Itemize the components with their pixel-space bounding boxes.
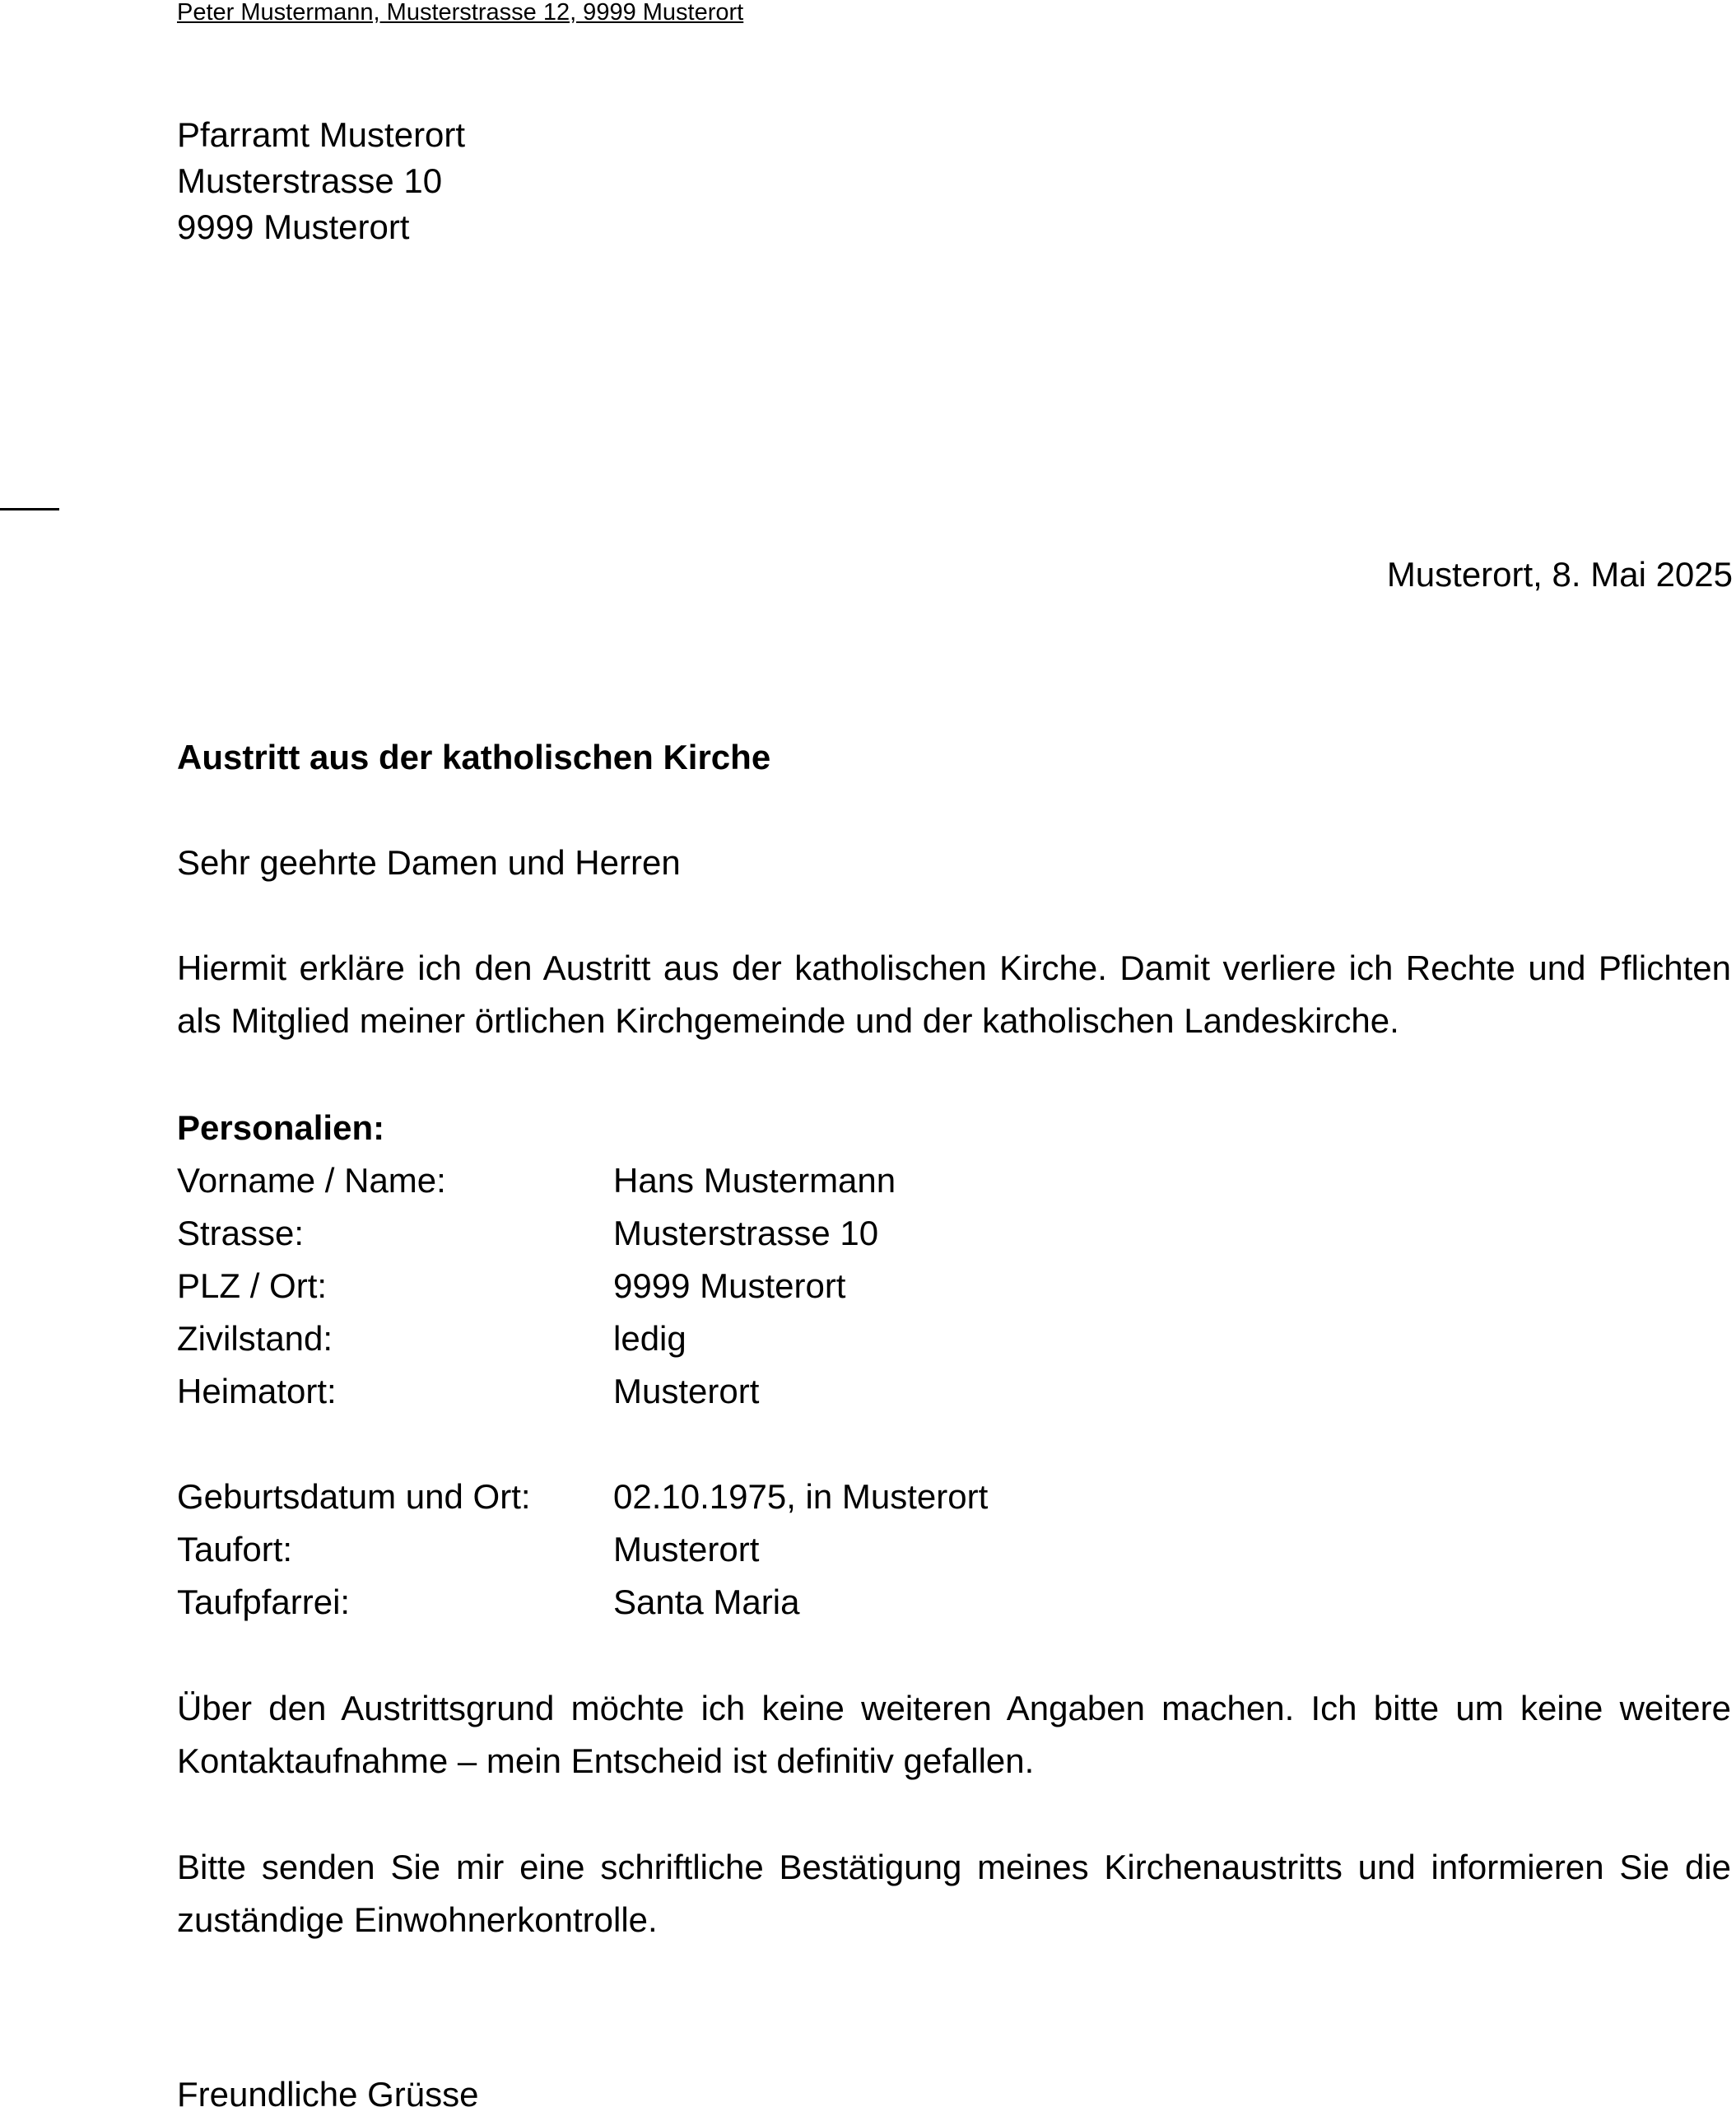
personalien-row: [177, 1154, 1731, 1207]
row-label: Taufpfarrei:: [177, 1583, 351, 1621]
row-label: Zivilstand:: [177, 1319, 333, 1358]
salutation: Sehr geehrte Damen und Herren: [177, 843, 681, 882]
personalien-row: [177, 1576, 1731, 1629]
recipient-name: Pfarramt Musterort: [177, 115, 466, 154]
personalien-row: [177, 1523, 1731, 1576]
personalien-row: [177, 1365, 1731, 1418]
row-value: Musterort: [613, 1530, 760, 1569]
row-value: Musterort: [613, 1372, 760, 1410]
personalien-row: [177, 1312, 1731, 1365]
personalien-table: [177, 1154, 1731, 1629]
fold-mark: [0, 508, 59, 510]
closing-greeting: Freundliche Grüsse: [177, 2075, 479, 2114]
personalien-row: [177, 1260, 1731, 1312]
row-value: 02.10.1975, in Musterort: [613, 1477, 989, 1516]
row-value: Hans Mustermann: [613, 1161, 896, 1200]
paragraph-declaration: Hiermit erkläre ich den Austritt aus der katholischen Kirche. Damit verliere ich Rechte und Pflichten als Mitglied meiner örtlichen Kirchgemeinde und der katholischen Landeskirche.: [177, 949, 1731, 1040]
row-label: Heimatort:: [177, 1372, 337, 1410]
row-value: 9999 Musterort: [613, 1266, 846, 1305]
personalien-row: [177, 1471, 1731, 1523]
row-label: Strasse:: [177, 1214, 305, 1252]
recipient-street: Musterstrasse 10: [177, 161, 443, 200]
row-spacer: [177, 1418, 1731, 1471]
recipient-address: [177, 112, 465, 250]
paragraph-reason: Über den Austrittsgrund möchte ich keine weiteren Angaben machen. Ich bitte um keine weitere Kontaktaufnahme – mein Entscheid ist definitiv gefallen.: [177, 1689, 1731, 1780]
sender-address-line: Peter Mustermann, Musterstrasse 12, 9999 Musterort: [177, 0, 744, 26]
row-value: Santa Maria: [613, 1583, 800, 1621]
letter-date: Musterort, 8. Mai 2025: [1386, 555, 1733, 594]
row-value: ledig: [613, 1319, 686, 1358]
row-value: Musterstrasse 10: [613, 1214, 879, 1252]
personalien-heading: Personalien:: [177, 1108, 385, 1147]
letter-subject: Austritt aus der katholischen Kirche: [177, 738, 771, 776]
paragraph-confirmation-request: Bitte senden Sie mir eine schriftliche Bestätigung meines Kirchenaustritts und informieren Sie die zuständige Einwohnerkontrolle.: [177, 1848, 1731, 1939]
recipient-city: 9999 Musterort: [177, 207, 410, 246]
row-label: Taufort:: [177, 1530, 293, 1569]
personalien-row: [177, 1207, 1731, 1260]
row-label: Vorname / Name:: [177, 1161, 446, 1200]
row-label: Geburtsdatum und Ort:: [177, 1477, 531, 1516]
row-label: PLZ / Ort:: [177, 1266, 328, 1305]
